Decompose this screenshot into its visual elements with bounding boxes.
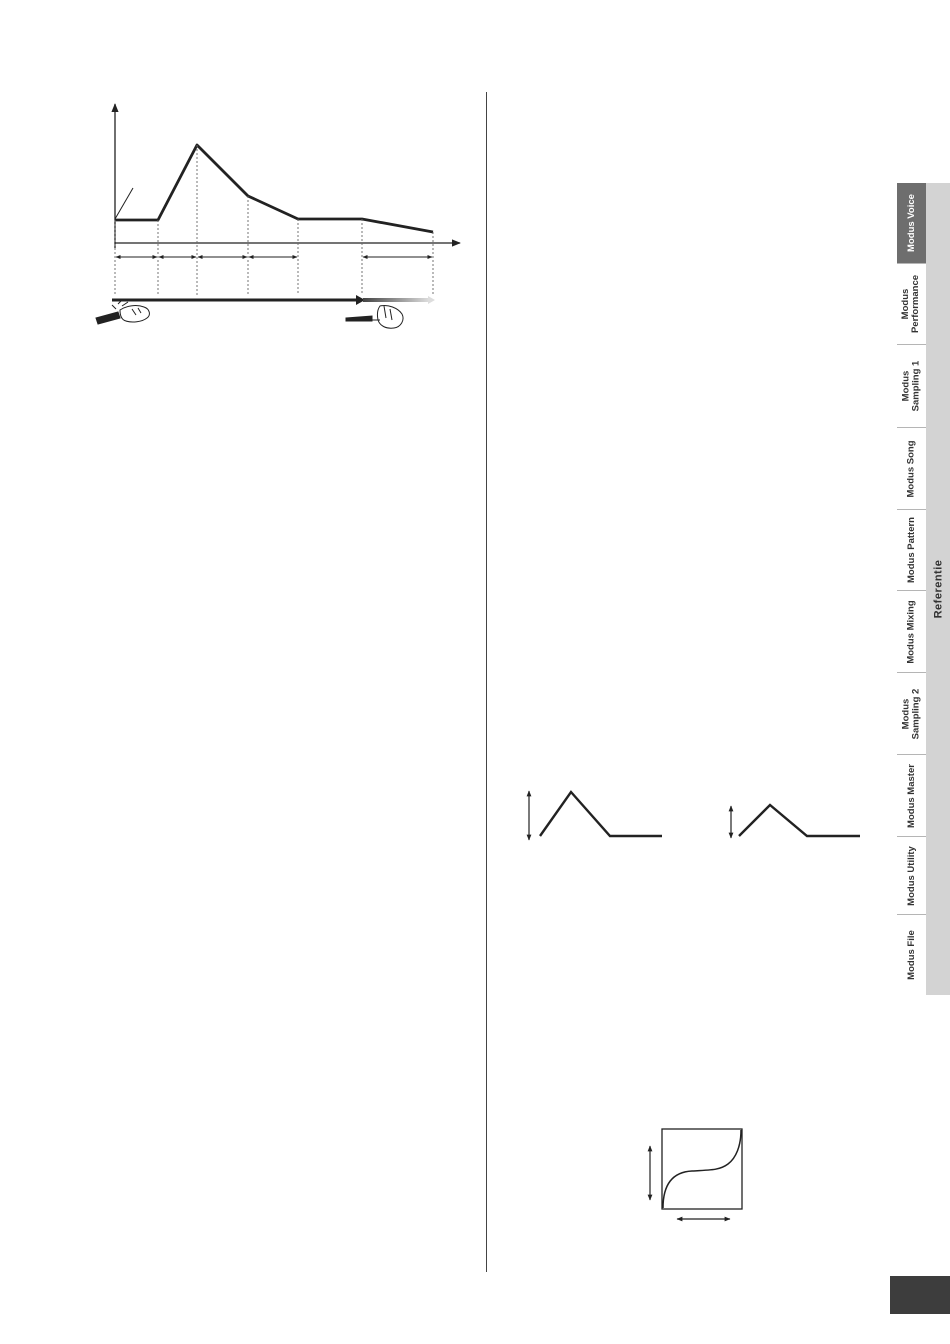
tab-modus-file[interactable] [897, 915, 926, 995]
tab-modus-performance[interactable] [897, 264, 926, 345]
envelope-segment-guides [115, 145, 433, 295]
key-release-hand-icon [346, 305, 403, 328]
tab-modus-sampling-1-label: Modus Sampling 1 [900, 360, 922, 412]
tab-modus-song[interactable] [897, 428, 926, 510]
tab-modus-utility-label: Modus Utility [905, 845, 917, 906]
tab-modus-utility[interactable] [897, 837, 926, 915]
tab-modus-mixing[interactable] [897, 591, 926, 673]
tab-modus-mixing-label: Modus Mixing [905, 599, 917, 664]
tab-modus-master[interactable] [897, 755, 926, 837]
curve-frame [662, 1129, 742, 1209]
tab-modus-song-label: Modus Song [905, 440, 917, 497]
tab-modus-voice[interactable] [897, 183, 926, 264]
triangle-wave-small [726, 798, 862, 844]
key-hold-bar [112, 295, 435, 305]
tab-modus-sampling-2-label: Modus Sampling 2 [900, 688, 922, 739]
triangle-wave-small-line [739, 805, 860, 836]
triangle-wave-large [522, 786, 664, 846]
section-band [926, 183, 950, 995]
page-number-box [890, 1276, 950, 1314]
tab-modus-master-label: Modus Master [905, 763, 917, 828]
curve-diagram [640, 1125, 750, 1229]
tab-modus-sampling-2[interactable] [897, 673, 926, 755]
envelope-curve [115, 145, 433, 232]
tab-modus-pattern-label: Modus Pattern [905, 517, 917, 583]
key-press-hand-icon [96, 300, 149, 324]
triangle-wave-large-line [540, 792, 662, 836]
tab-modus-performance-label: Modus Performance [900, 274, 922, 334]
side-tab-strip [897, 183, 926, 995]
tab-modus-file-label: Modus File [905, 930, 917, 980]
tab-modus-pattern[interactable] [897, 510, 926, 591]
tab-modus-voice-label: Modus Voice [905, 194, 917, 252]
tab-modus-sampling-1[interactable] [897, 345, 926, 428]
section-label: Referentie [932, 559, 945, 619]
envelope-diagram [90, 100, 470, 345]
column-divider [486, 92, 487, 1272]
